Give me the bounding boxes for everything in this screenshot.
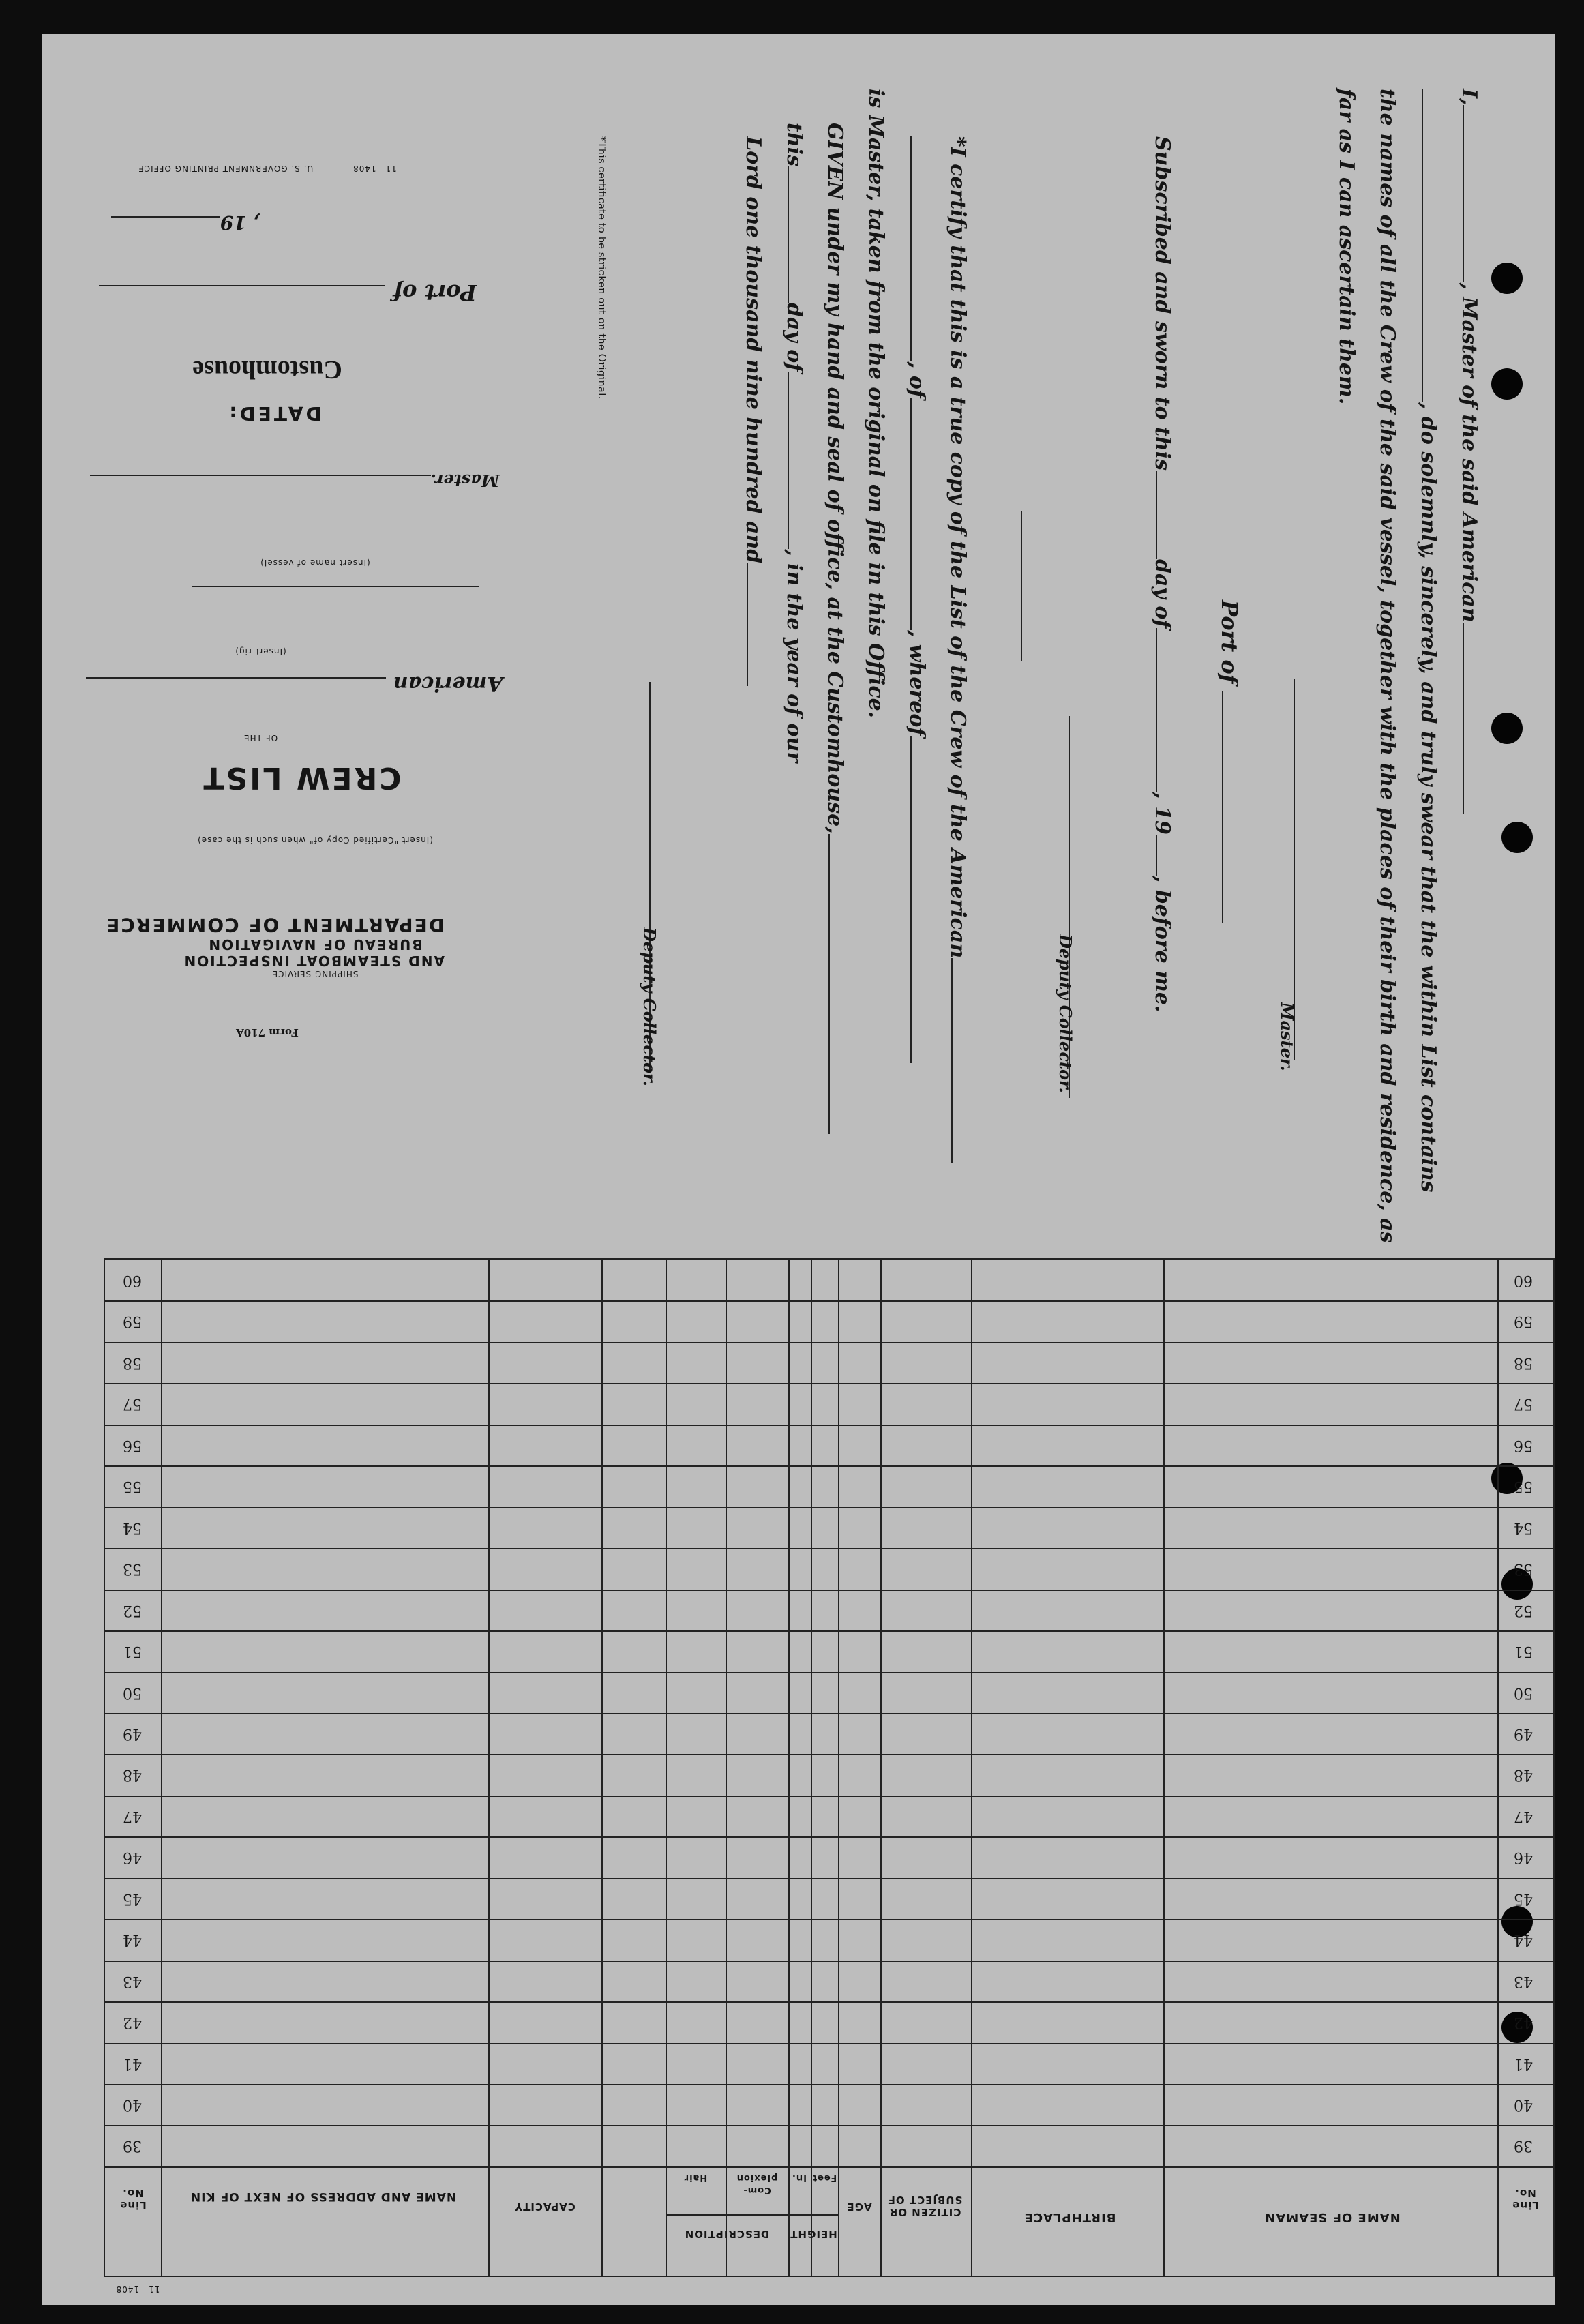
table-row-divider — [105, 2084, 1553, 2085]
port-of-line: Port of — [1216, 600, 1242, 923]
row-number-left: 39 — [123, 2137, 142, 2155]
table-row-divider — [105, 1425, 1553, 1426]
header-citizen: CITIZEN OR SUBJECT OF — [887, 2194, 963, 2218]
table-row-divider — [105, 2001, 1553, 2003]
punch-hole — [1491, 263, 1523, 294]
row-number-left: 53 — [123, 1560, 142, 1578]
row-number-left: 55 — [123, 1478, 142, 1495]
cover-port-of: Port of — [83, 280, 492, 306]
given-line-3: Lord one thousand nine hundred and — [741, 136, 765, 686]
row-number-left: 49 — [123, 1725, 142, 1742]
oath-line-4: far as I can ascertain them. — [1334, 89, 1358, 405]
row-number-right: 50 — [1514, 1684, 1533, 1701]
punch-hole — [1491, 368, 1523, 400]
table-row-divider — [105, 2125, 1553, 2126]
row-number-right: 44 — [1514, 1931, 1533, 1949]
row-number-left: 52 — [123, 1601, 142, 1619]
row-number-right: 59 — [1514, 1313, 1533, 1330]
dated-label: DATED: — [226, 402, 322, 425]
row-number-left: 41 — [123, 2055, 142, 2072]
punch-hole — [1501, 822, 1533, 853]
row-number-right: 51 — [1514, 1643, 1533, 1660]
row-number-left: 47 — [123, 1807, 142, 1825]
header-birthplace: BIRTHPLACE — [1023, 2210, 1116, 2224]
table-row-divider — [105, 1672, 1553, 1673]
header-line-no: Line No. — [1512, 2187, 1539, 2211]
table-row-divider — [105, 1342, 1553, 1343]
row-number-right: 47 — [1514, 1807, 1533, 1825]
bottom-print-code: 11—1408 — [115, 2284, 160, 2294]
row-number-right: 43 — [1514, 1972, 1533, 1990]
oath-line-1: I,, Master of the said American — [1457, 89, 1481, 814]
header-inches: In. — [791, 2173, 807, 2183]
table-row-divider — [105, 1836, 1553, 1838]
row-number-left: 58 — [123, 1354, 142, 1371]
row-number-left: 57 — [123, 1395, 142, 1413]
row-number-left: 48 — [123, 1766, 142, 1784]
table-row-divider — [105, 1961, 1553, 1962]
row-number-left: 40 — [123, 2096, 142, 2113]
row-number-right: 40 — [1514, 2096, 1533, 2113]
header-feet: Feet — [811, 2173, 837, 2183]
row-number-right: 46 — [1514, 1849, 1533, 1866]
row-number-left: 59 — [123, 1313, 142, 1330]
oath-line-2: , do solemnly, sincerely, and truly swear that the within List contains — [1416, 89, 1440, 1193]
certify-line-3: is Master, taken from the original on file in this Office. — [864, 89, 888, 719]
row-number-right: 58 — [1514, 1354, 1533, 1371]
row-number-left: 60 — [123, 1272, 142, 1289]
row-number-right: 56 — [1514, 1436, 1533, 1454]
row-number-right: 52 — [1514, 1601, 1533, 1619]
row-number-right: 54 — [1514, 1519, 1533, 1536]
crew-list-title: CREW LIST — [201, 760, 402, 795]
row-number-left: 45 — [123, 1890, 142, 1907]
oath-line-3: the names of all the Crew of the said vessel, together with the places of their birth and residence, as — [1375, 89, 1399, 1243]
deputy-collector-label-1: Deputy Collector. — [1056, 934, 1075, 1093]
insert-rig-note: (Insert rig) — [235, 646, 286, 656]
row-number-left: 44 — [123, 1931, 142, 1949]
form-number: Form 710A — [236, 1026, 299, 1039]
row-number-right: 60 — [1514, 1272, 1533, 1289]
header-line-no-right: Line No. — [119, 2187, 147, 2211]
crew-table — [104, 1258, 1555, 2277]
customhouse-label: Customhouse — [192, 355, 342, 384]
crew-list-form — [42, 34, 1555, 2305]
row-number-left: 43 — [123, 1972, 142, 1990]
row-number-left: 50 — [123, 1684, 142, 1701]
table-row-divider — [105, 1548, 1553, 1549]
certified-copy-note: (Insert "Certified Copy of" when such is the case) — [197, 835, 433, 845]
table-row-divider — [105, 1383, 1553, 1384]
header-age: AGE — [846, 2201, 872, 2213]
row-number-right: 48 — [1514, 1766, 1533, 1784]
given-line-2: thisday of, in the year of our — [782, 123, 806, 763]
row-number-right: 39 — [1514, 2137, 1533, 2155]
row-number-left: 51 — [123, 1643, 142, 1660]
department-block: SHIPPING SERVICE AND STEAMBOAT INSPECTION BUREAU OF NAVIGATION DEPARTMENT OF COMMERCE — [105, 914, 445, 979]
date-line: , 19 — [83, 211, 288, 234]
table-row-divider — [105, 1878, 1553, 1879]
row-number-right: 42 — [1514, 2014, 1533, 2031]
row-number-right: 49 — [1514, 1725, 1533, 1742]
seal-line — [1018, 511, 1031, 661]
row-number-left: 56 — [123, 1436, 142, 1454]
vessel-name-line — [179, 583, 492, 596]
header-capacity: CAPACITY — [514, 2201, 576, 2213]
row-number-right: 53 — [1514, 1560, 1533, 1578]
table-row-divider — [105, 1300, 1553, 1302]
punch-hole — [1491, 713, 1523, 744]
row-number-left: 42 — [123, 2014, 142, 2031]
table-row-divider — [105, 2043, 1553, 2044]
header-hair: Hair — [683, 2173, 708, 2183]
table-row-divider — [105, 1465, 1553, 1467]
certify-line-2: , of, whereof — [905, 136, 929, 1063]
table-row-divider — [105, 1919, 1553, 1920]
deputy-collector-label-2: Deputy Collector. — [640, 927, 659, 1086]
american-line: American — [83, 672, 506, 696]
row-number-right: 57 — [1514, 1395, 1533, 1413]
row-number-left: 54 — [123, 1519, 142, 1536]
insert-vessel-note: (Insert name of vessel) — [260, 558, 370, 567]
given-line-1: GIVEN under my hand and seal of office, at the Customhouse, — [823, 123, 847, 1134]
table-row-divider — [105, 1796, 1553, 1797]
cover-master-line: Master. — [83, 471, 506, 490]
master-label: Master. — [1277, 1002, 1297, 1071]
row-number-right: 55 — [1514, 1478, 1533, 1495]
table-row-divider — [105, 1754, 1553, 1755]
printing-office: 11—1408 U. S. GOVERNMENT PRINTING OFFICE — [138, 164, 397, 173]
table-row-divider — [105, 1630, 1553, 1632]
subscribed-line: Subscribed and sworn to thisday of, 19, before me. — [1150, 136, 1174, 1013]
header-description: DESCRIPTION — [684, 2228, 770, 2240]
table-row-divider — [105, 1590, 1553, 1591]
header-next-of-kin: NAME AND ADDRESS OF NEXT OF KIN — [190, 2190, 457, 2203]
header-height: HEIGHT — [790, 2228, 837, 2240]
table-row-divider — [105, 1713, 1553, 1714]
certify-line-1: *I certify that this is a true copy of the List of the Crew of the American — [946, 136, 970, 1163]
footnote: *This certificate to be stricken out on the Original. — [596, 136, 608, 400]
header-name-of-seaman: NAME OF SEAMAN — [1264, 2210, 1401, 2224]
row-number-left: 46 — [123, 1849, 142, 1866]
row-number-right: 41 — [1514, 2055, 1533, 2072]
table-row-divider — [105, 1507, 1553, 1508]
row-number-right: 45 — [1514, 1890, 1533, 1907]
of-the-label: OF THE — [243, 733, 278, 743]
header-complexion: Com-plexion — [736, 2173, 778, 2195]
